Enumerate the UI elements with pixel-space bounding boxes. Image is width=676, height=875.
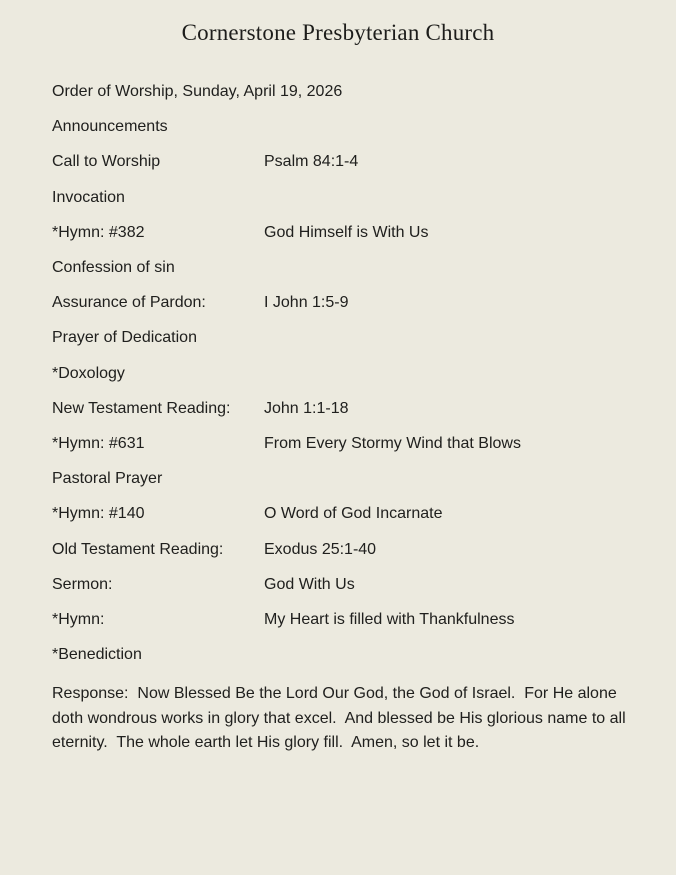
order-row xyxy=(52,109,636,144)
row-label: Announcements xyxy=(52,118,168,136)
row-label: New Testament Reading: xyxy=(52,399,231,417)
order-row xyxy=(52,250,636,285)
order-row xyxy=(52,496,636,531)
row-value: God With Us xyxy=(264,575,355,593)
row-label: *Hymn: xyxy=(52,611,105,629)
row-label: Invocation xyxy=(52,188,125,206)
order-row xyxy=(52,215,636,250)
row-label: Prayer of Dedication xyxy=(52,329,197,347)
order-row xyxy=(52,532,636,567)
row-label: Call to Worship xyxy=(52,153,161,171)
row-label: *Doxology xyxy=(52,364,125,382)
order-row xyxy=(52,180,636,215)
row-label: *Hymn: #140 xyxy=(52,505,145,523)
row-value: Psalm 84:1-4 xyxy=(264,153,359,171)
page-title: Cornerstone Presbyterian Church xyxy=(181,20,495,45)
order-row xyxy=(52,461,636,496)
order-row xyxy=(52,567,636,602)
row-value: I John 1:5-9 xyxy=(264,294,349,312)
order-row xyxy=(52,426,636,461)
response-paragraph: Response: Now Blessed Be the Lord Our God, the God of Israel. For He alone doth wondrous works in glory that excel. And blessed be His glorious name to all eternity. The whole earth let His glory fill. Amen, so let it be. xyxy=(52,685,631,752)
order-row xyxy=(52,320,636,355)
row-label: Sermon: xyxy=(52,575,113,593)
row-label: Assurance of Pardon: xyxy=(52,294,206,312)
order-row xyxy=(52,285,636,320)
row-label: Confession of sin xyxy=(52,259,175,277)
row-value: Exodus 25:1-40 xyxy=(264,540,377,558)
row-value: John 1:1-18 xyxy=(264,399,349,417)
row-value: From Every Stormy Wind that Blows xyxy=(264,435,521,453)
row-value: God Himself is With Us xyxy=(264,223,429,241)
order-row xyxy=(52,391,636,426)
row-value: My Heart is filled with Thankfulness xyxy=(264,611,515,629)
order-row xyxy=(52,74,636,109)
row-label: Old Testament Reading: xyxy=(52,540,224,558)
order-of-worship-list xyxy=(52,74,636,672)
row-label: Order of Worship, Sunday, April 19, 2026 xyxy=(52,83,343,100)
order-row xyxy=(52,356,636,391)
order-row xyxy=(52,144,636,179)
row-label: *Hymn: #382 xyxy=(52,223,145,241)
order-row xyxy=(52,602,636,637)
order-row xyxy=(52,637,636,672)
row-label: Pastoral Prayer xyxy=(52,470,163,488)
row-value: O Word of God Incarnate xyxy=(264,505,443,523)
row-label: *Hymn: #631 xyxy=(52,435,145,453)
row-label: *Benediction xyxy=(52,646,142,664)
